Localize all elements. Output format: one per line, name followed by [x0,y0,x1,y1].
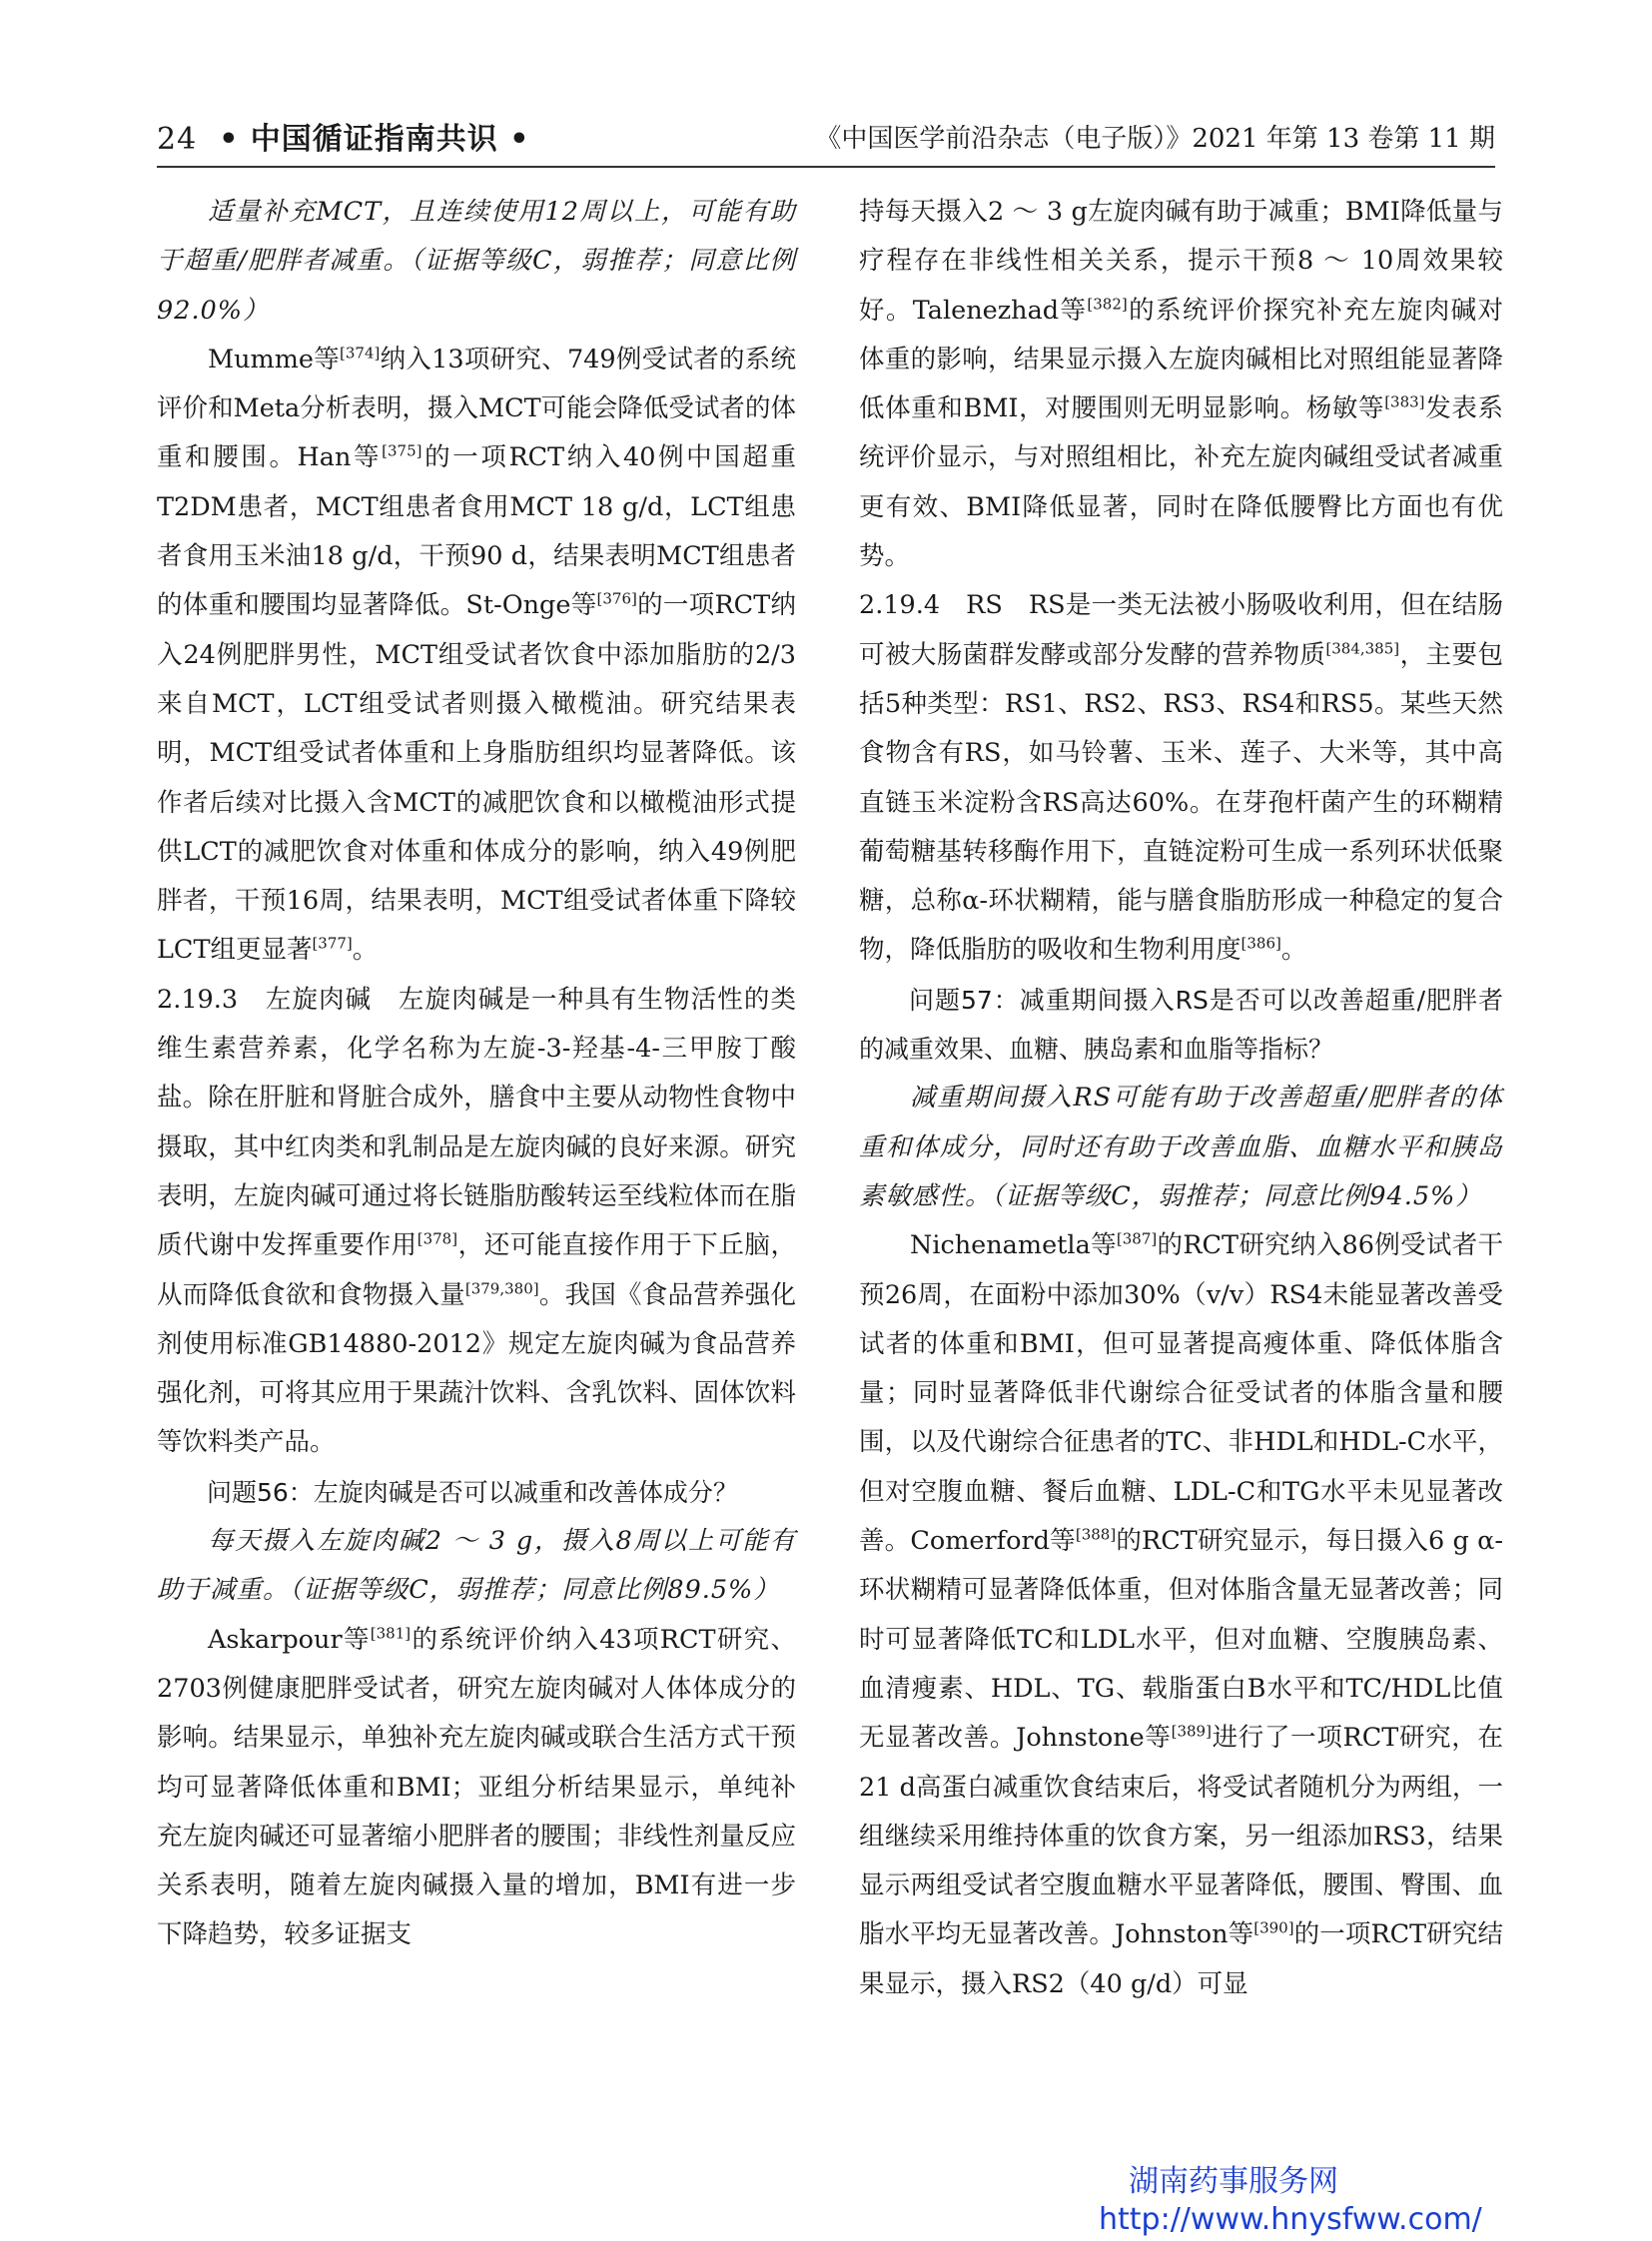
header-rule [157,166,1495,168]
left-column [157,188,796,1960]
recommendation-rs: 减重期间摄入RS可能有助于改善超重/肥胖者的体重和体成分，同时还有助于改善血脂、血糖水平和胰岛素敏感性。（证据等级C，弱推荐；同意比例94.5%） [859,1083,1503,1211]
recommendation-mct: 适量补充MCT，且连续使用12周以上，可能有助于超重/肥胖者减重。（证据等级C，弱推荐；同意比例92.0%） [157,197,796,326]
question-57: 问题57：减重期间摄入RS是否可以改善超重/肥胖者的减重效果、血糖、胰岛素和血脂等指标？ [859,985,1503,1065]
paragraph-carnitine-cont: 持每天摄入2 ～ 3 g左旋肉碱有助于减重；BMI降低量与疗程存在非线性相关关系，提示干预8 ～ 10周效果较好。Talenezhad等[382]的系统评价探究补充左旋肉碱对体重的影响，结果显示摄入左旋肉碱相比对照组能显著降低体重和BMI，对腰围则无明显影响。杨敏等[383]发表系统评价显示，与对照组相比，补充左旋肉碱组受试者减重更有效、BMI降低显著，同时在降低腰臀比方面也有优势。 [859,197,1503,572]
paragraph-askarpour: Askarpour等[381]的系统评价纳入43项RCT研究、2703例健康肥胖受试者，研究左旋肉碱对人体体成分的影响。结果显示，单独补充左旋肉碱或联合生活方式干预均可显著降低体重和BMI；亚组分析结果显示，单纯补充左旋肉碱还可显著缩小肥胖者的腰围；非线性剂量反应关系表明，随着左旋肉碱摄入量的增加，BMI有进一步下降趋势，较多证据支 [157,1624,796,1950]
recommendation-carnitine: 每天摄入左旋肉碱2 ～ 3 g，摄入8周以上可能有助于减重。（证据等级C，弱推荐；同意比例89.5%） [157,1526,796,1606]
right-column [859,188,1503,2009]
running-header [157,112,1495,160]
site-watermark [1099,2163,1518,2239]
header-left [157,114,529,158]
watermark-site-name: 湖南药事服务网 [1129,2164,1338,2199]
paragraph-mct-evidence: Mumme等[374]纳入13项研究、749例受试者的系统评价和Meta分析表明，摄入MCT可能会降低受试者的体重和腰围。Han等[375]的一项RCT纳入40例中国超重T2DM患者，MCT组患者食用MCT 18 g/d，LCT组患者食用玉米油18 g/d，干预90 d，结果表明MCT组患者的体重和腰围均显著降低。St-Onge等[376]的一项RCT纳入24例肥胖男性，MCT组受试者饮食中添加脂肪的2/3来自MCT，LCT组受试者则摄入橄榄油。研究结果表明，MCT组受试者体重和上身脂肪组织均显著降低。该作者后续对比摄入含MCT的减肥饮食和以橄榄油形式提供LCT的减肥饮食对体重和体成分的影响，纳入49例肥胖者，干预16周，结果表明，MCT组受试者体重下降较LCT组更显著[377]。 [157,344,796,966]
page-number: 24 [157,122,198,157]
section-2-19-3: 2.19.3 左旋肉碱 左旋肉碱是一种具有生物活性的类维生素营养素，化学名称为左旋-3-羟基-4-三甲胺丁酸盐。除在肝脏和肾脏合成外，膳食中主要从动物性食物中摄取，其中红肉类和乳制品是左旋肉碱的良好来源。研究表明，左旋肉碱可通过将长链脂肪酸转运至线粒体而在脂质代谢中发挥重要作用[378]，还可能直接作用于下丘脑，从而降低食欲和食物摄入量[379,380]。我国《食品营养强化剂使用标准GB14880-2012》规定左旋肉碱为食品营养强化剂，可将其应用于果蔬汁饮料、含乳饮料、固体饮料等饮料类产品。 [157,984,796,1458]
section-2-19-4: 2.19.4 RS RS是一类无法被小肠吸收利用，但在结肠可被大肠菌群发酵或部分发酵的营养物质[384,385]，主要包括5种类型：RS1、RS2、RS3、RS4和RS5。某些天然食物含有RS，如马铃薯、玉米、莲子、大米等，其中高直链玉米淀粉含RS高达60%。在芽孢杆菌产生的环糊精葡萄糖基转移酶作用下，直链淀粉可生成一系列环状低聚糖，总称α-环状糊精，能与膳食脂肪形成一种稳定的复合物，降低脂肪的吸收和生物利用度[386]。 [859,590,1503,966]
question-56: 问题56：左旋肉碱是否可以减重和改善体成分？ [207,1477,738,1507]
watermark-url[interactable]: http://www.hnysfww.com/ [1099,2202,1482,2237]
paragraph-rs-evidence: Nichenametla等[387]的RCT研究纳入86例受试者干预26周，在面粉中添加30%（v/v）RS4未能显著改善受试者的体重和BMI，但可显著提高瘦体重、降低体脂含量；同时显著降低非代谢综合征受试者的体脂含量和腰围，以及代谢综合征患者的TC、非HDL和HDL-C水平，但对空腹血糖、餐后血糖、LDL-C和TG水平未见显著改善。Comerford等[388]的RCT研究显示，每日摄入6 g α-环状糊精可显著降低体重，但对体脂含量无显著改善；同时可显著降低TC和LDL水平，但对血糖、空腹胰岛素、血清瘦素、HDL、TG、载脂蛋白B水平和TC/HDL比值无显著改善。Johnstone等[389]进行了一项RCT研究，在21 d高蛋白减重饮食结束后，将受试者随机分为两组，一组继续采用维持体重的饮食方案，另一组添加RS3，结果显示两组受试者空腹血糖水平显著降低，腰围、臀围、血脂水平均无显著改善。Johnston等[390]的一项RCT研究结果显示，摄入RS2（40 g/d）可显 [859,1229,1503,1999]
section-title: • 中国循证指南共识 • [219,122,530,157]
journal-citation: 《中国医学前沿杂志（电子版）》2021 年第 13 卷第 11 期 [815,123,1495,154]
